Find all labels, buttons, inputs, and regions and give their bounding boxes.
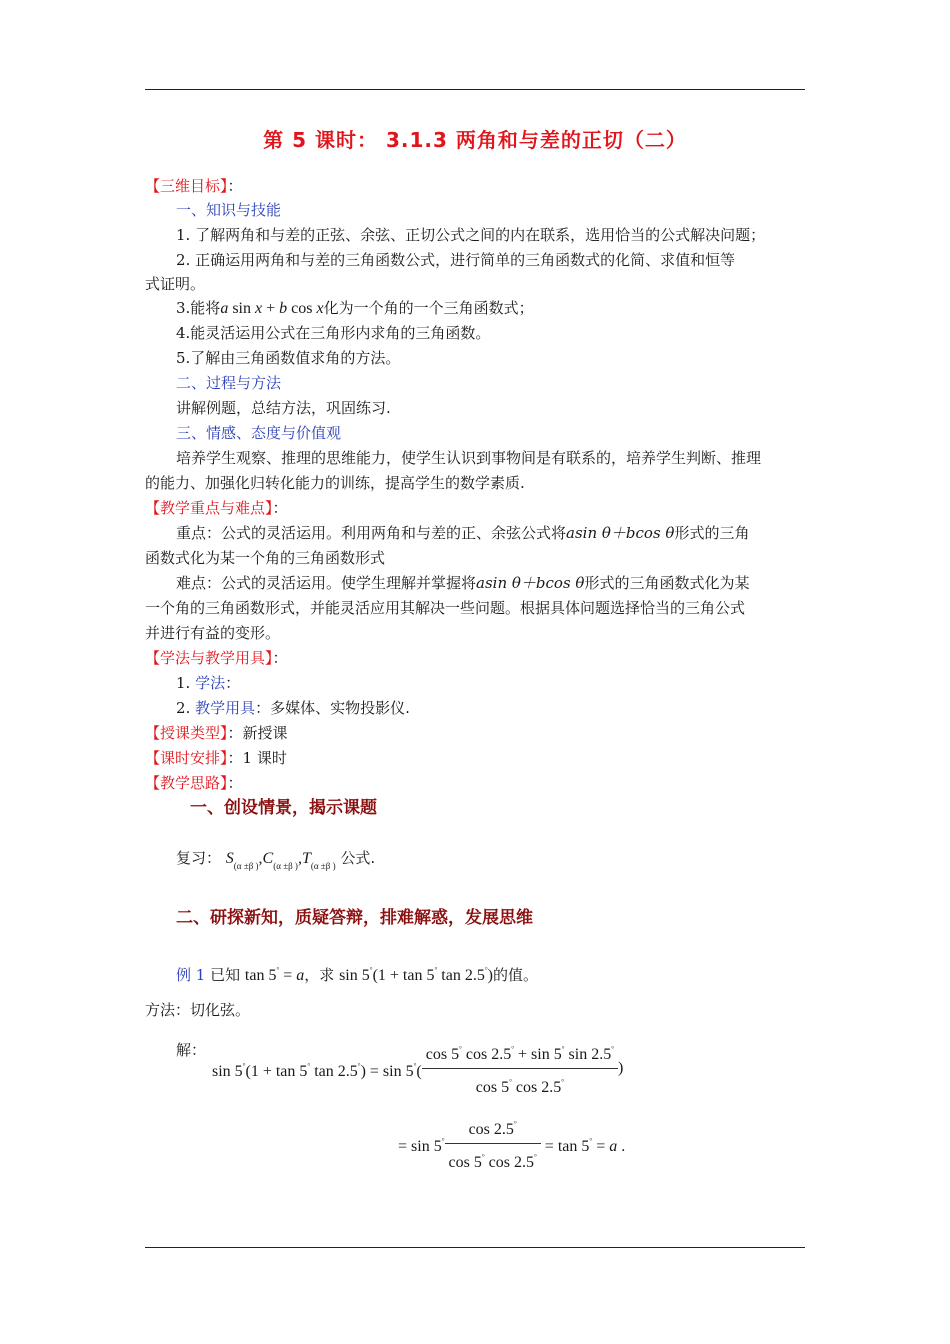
tools-item-1: [176, 673, 240, 693]
emotion-heading: 三、情感、态度与价值观: [176, 424, 342, 442]
difficulty-3: 并进行有益的变形。: [145, 624, 281, 642]
example-ask: ，求: [304, 966, 335, 984]
key-point-expr: asin θ＋bcos θ: [566, 524, 675, 542]
difficulty-tail: 形式的三角函数式化为某: [584, 574, 750, 592]
process-heading: 二、过程与方法: [176, 374, 282, 392]
goals-label: 【三维目标】: [145, 177, 228, 195]
knowledge-item-1: 1. 了解两角和与差的正弦、余弦、正切公式之间的内在联系，选用恰当的公式解决问题；: [176, 226, 766, 244]
goals-heading: [145, 176, 243, 196]
example-known: 已知: [210, 966, 241, 984]
method-line: 方法：切化弦。: [145, 1001, 251, 1019]
review-formulas: $S_{(\alpha \pm\beta )},C_{(\alpha \pm\beta )},T_{(\alpha \pm\beta )}$: [225, 850, 336, 871]
tools-1-colon: ：: [225, 674, 241, 692]
solution-fraction-2: $\frac{\cos 2.5^\circ}{\cos 5^\circ \cos 2.5^\circ}$: [445, 1113, 541, 1174]
top-rule: [145, 89, 805, 90]
type-line: [145, 723, 288, 743]
type-text: ：新授课: [227, 724, 288, 742]
k3-prefix: 3.能将: [176, 299, 221, 317]
key-point-text: 重点：公式的灵活运用。利用两角和与差的正、余弦公式将: [176, 524, 567, 542]
tools-2-text: ：多媒体、实物投影仪.: [255, 699, 410, 717]
tools-1-label: 学法: [195, 674, 226, 692]
example-tail: 的值。: [492, 966, 538, 984]
process-text: 讲解例题，总结方法，巩固练习.: [176, 399, 391, 417]
key-point-2: 函数式化为某一个角的三角函数形式: [145, 549, 386, 567]
key-colon: ：: [272, 499, 288, 517]
difficulty-expr: asin θ＋bcos θ: [476, 574, 585, 592]
difficulty-1: [176, 573, 749, 593]
example-given: tan 5° = a: [244, 966, 305, 984]
example-1: [176, 956, 538, 990]
key-heading: [145, 498, 288, 518]
goals-colon: ：: [227, 177, 243, 195]
tools-2-num: 2.: [176, 699, 191, 717]
knowledge-item-4: 4.能灵活运用公式在三角形内求角的三角函数。: [176, 324, 491, 342]
time-text: ：1 课时: [227, 749, 287, 767]
example-label: 例 1: [176, 966, 206, 984]
solution-label: 解：: [176, 1041, 207, 1059]
idea-label: 【教学思路】: [145, 774, 228, 792]
key-point-1: [176, 523, 749, 543]
difficulty-text: 难点：公式的灵活运用。使学生理解并掌握将: [176, 574, 477, 592]
knowledge-item-2-cont: 式证明。: [145, 275, 206, 293]
solution-step-1: sin 5°(1 + tan 5° tan 2.5°) = sin 5°( $\frac{\cos 5^\circ \cos 2.5^\circ + \sin 5^\circ \sin 2.5^\circ}{\cos 5^\circ \cos 2.5^\circ}$ ): [212, 1038, 623, 1099]
page-title: 第 5 课时： 3.1.3 两角和与差的正切（二）: [263, 128, 687, 152]
knowledge-item-2: 2. 正确运用两角和与差的三角函数公式，进行简单的三角函数式的化简、求值和恒等: [176, 251, 736, 269]
k3-suffix: 化为一个角的一个三角函数式；: [323, 299, 534, 317]
review-prefix: 复习：: [176, 849, 222, 867]
emotion-text-2: 的能力、加强化归转化能力的训练，提高学生的数学素质.: [145, 474, 525, 492]
tools-label: 【学法与教学用具】: [145, 649, 273, 667]
idea-colon: ：: [227, 774, 243, 792]
key-point-tail: 形式的三角: [674, 524, 750, 542]
key-label: 【教学重点与难点】: [145, 499, 273, 517]
k3-formula: a sin x + b cos x: [220, 300, 324, 317]
tools-item-2: [176, 698, 410, 718]
review-line: [176, 845, 375, 879]
knowledge-item-5: 5.了解由三角函数值求角的方法。: [176, 349, 401, 367]
idea-heading: [145, 773, 243, 793]
knowledge-heading: 一、知识与技能: [176, 201, 282, 219]
part-1-heading: 一、创设情景，揭示课题: [190, 798, 377, 818]
tools-colon: ：: [272, 649, 288, 667]
tools-2-label: 教学用具: [195, 699, 256, 717]
bottom-rule: [145, 1247, 805, 1248]
tools-1-num: 1.: [176, 674, 191, 692]
time-label: 【课时安排】: [145, 749, 228, 767]
part-2-heading: 二、研探新知，质疑答辩，排难解惑，发展思维: [176, 908, 533, 928]
example-target: sin 5°(1 + tan 5° tan 2.5°): [339, 966, 493, 984]
time-line: [145, 748, 287, 768]
solution-step-2: = sin 5° $\frac{\cos 2.5^\circ}{\cos 5^\circ \cos 2.5^\circ}$ = tan 5° = a .: [398, 1113, 625, 1174]
difficulty-2: 一个角的三角函数形式，并能灵活应用其解决一些问题。根据具体问题选择恰当的三角公式: [145, 599, 746, 617]
knowledge-item-3: [176, 298, 534, 319]
review-suffix: 公式.: [340, 849, 376, 867]
solution-fraction-1: $\frac{\cos 5^\circ \cos 2.5^\circ + \sin 5^\circ \sin 2.5^\circ}{\cos 5^\circ \cos 2.5^\circ}$: [422, 1038, 618, 1099]
emotion-text-1: 培养学生观察、推理的思维能力，使学生认识到事物间是有联系的，培养学生判断、推理: [176, 449, 762, 467]
tools-heading: [145, 648, 288, 668]
type-label: 【授课类型】: [145, 724, 228, 742]
